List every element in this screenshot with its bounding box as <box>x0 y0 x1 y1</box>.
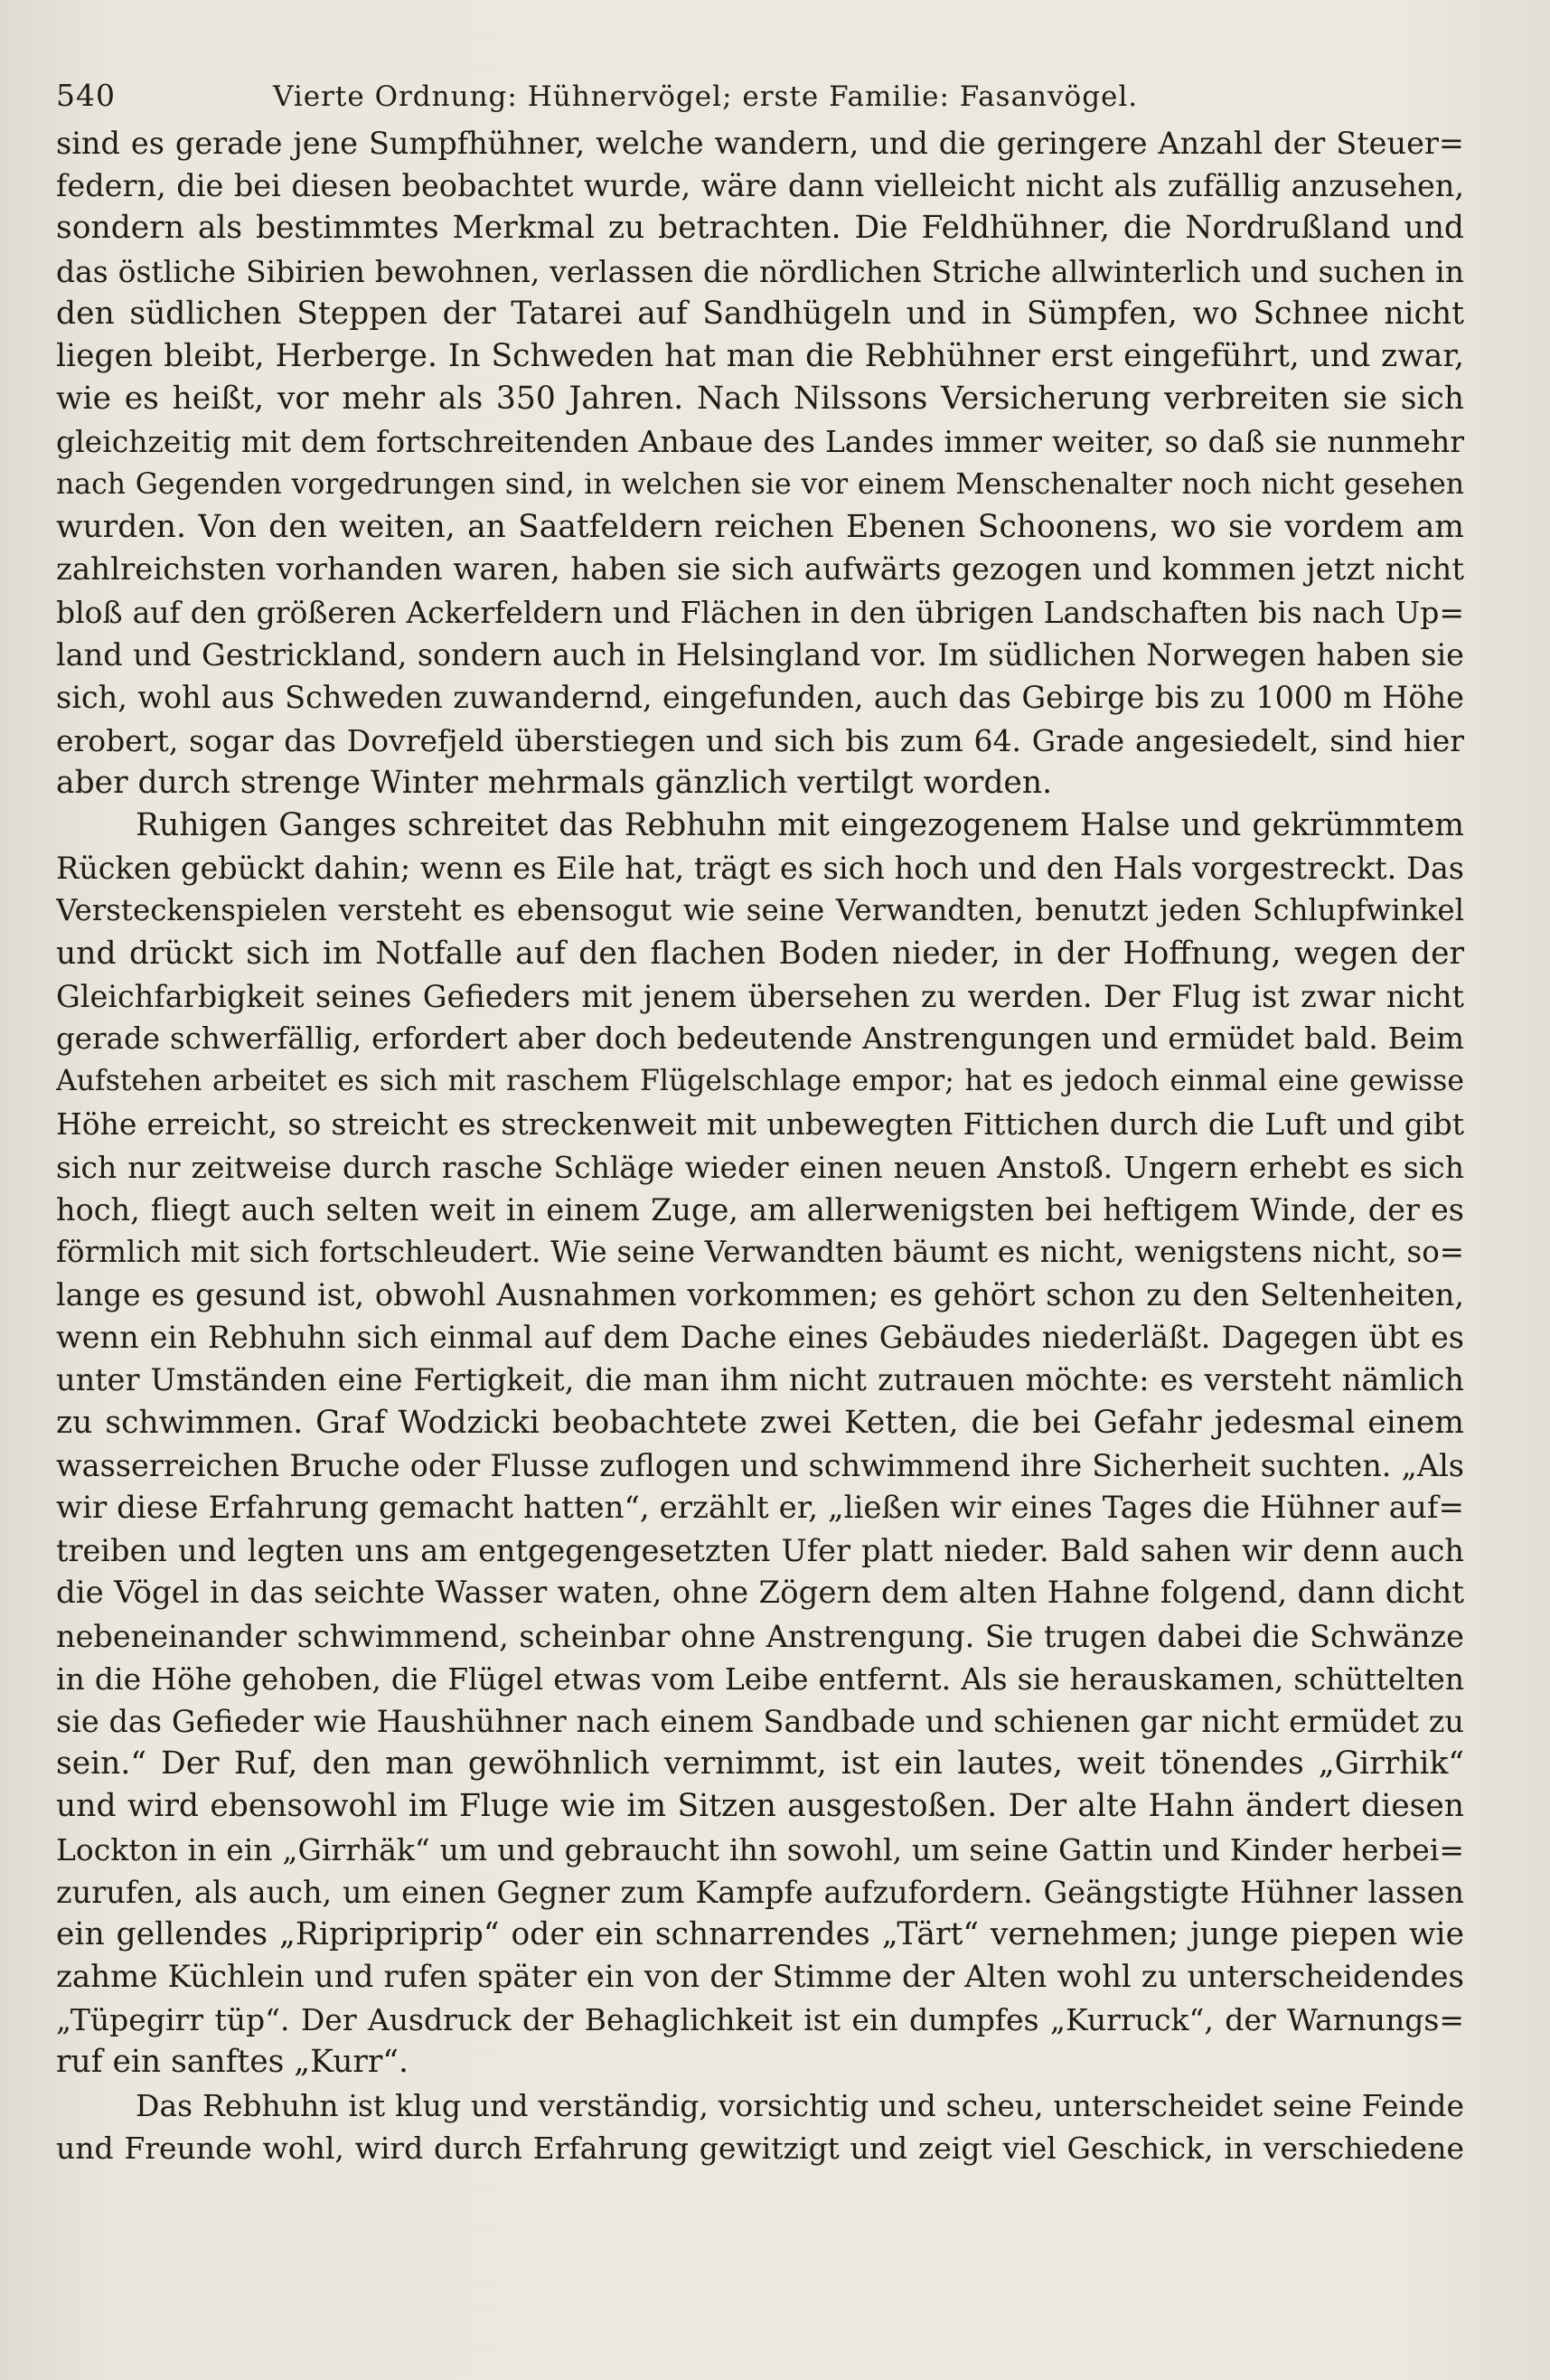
text-line: nach Gegenden vorgedrungen sind, in welchen sie vor einem Menschenalter noch nicht gesehen <box>56 467 1464 501</box>
text-line: sein.“ Der Ruf, den man gewöhnlich vernimmt, ist ein lautes, weit tönendes „Girrhik“ <box>56 1745 1464 1783</box>
text-line: gerade schwerfällig, erfordert aber doch bedeutende Anstrengungen und ermüdet bald. Beim <box>56 1021 1464 1056</box>
text-line: das östliche Sibirien bewohnen, verlassen die nördlichen Striche allwinterlich und suchen in <box>56 253 1464 289</box>
text-line: Versteckenspielen versteht es ebensogut wie seine Verwandten, benutzt jeden Schlupfwinkel <box>56 893 1464 928</box>
text-line: unter Umständen eine Fertigkeit, die man ihm nicht zutrauen möchte: es versteht nämlich <box>56 1362 1464 1398</box>
text-line: gleichzeitig mit dem fortschreitenden Anbaue des Landes immer weiter, so daß sie nunmehr <box>56 424 1464 460</box>
text-line: zurufen, als auch, um einen Gegner zum Kampfe aufzufordern. Geängstigte Hühner lassen <box>56 1874 1464 1910</box>
text-line: Das Rebhuhn ist klug und verständig, vorsichtig und scheu, unterscheidet seine Feinde <box>136 2087 1464 2123</box>
text-line: wenn ein Rebhuhn sich einmal auf dem Dache eines Gebäudes niederläßt. Dagegen übt es <box>56 1320 1464 1356</box>
text-line: Lockton in ein „Girrhäk“ um und gebraucht ihn sowohl, um seine Gattin und Kinder herbei= <box>56 1831 1464 1867</box>
text-line: wie es heißt, vor mehr als 350 Jahren. Nach Nilssons Versicherung verbreiten sie sich <box>56 381 1464 418</box>
text-line: Ruhigen Ganges schreitet das Rebhuhn mit eingezogenem Halse und gekrümmtem <box>136 807 1464 843</box>
text-line: und wird ebensowohl im Fluge wie im Sitzen ausgestoßen. Der alte Hahn ändert diesen <box>56 1788 1464 1825</box>
text-line: erobert, sogar das Dovrefjeld überstiegen und sich bis zum 64. Grade angesiedelt, sind hier <box>56 722 1464 758</box>
text-line: lange es gesund ist, obwohl Ausnahmen vorkommen; es gehört schon zu den Seltenheiten, <box>56 1277 1464 1313</box>
text-line: nebeneinander schwimmend, scheinbar ohne Anstrengung. Sie trugen dabei die Schwänze <box>56 1618 1464 1654</box>
text-line: förmlich mit sich fortschleudert. Wie seine Verwandten bäumt es nicht, wenigstens nicht, so= <box>56 1234 1464 1269</box>
text-line: ein gellendes „Ripripriprip“ oder ein schnarrendes „Tärt“ vernehmen; junge piepen wie <box>56 1915 1464 1952</box>
text-line: sind es gerade jene Sumpfhühner, welche wandern, und die geringere Anzahl der Steuer= <box>56 126 1464 161</box>
running-head <box>56 50 1464 113</box>
text-line: Höhe erreicht, so streicht es streckenweit mit unbewegten Fittichen durch die Luft und gibt <box>56 1106 1464 1143</box>
paragraph <box>56 122 1464 804</box>
text-line: sich nur zeitweise durch rasche Schläge wieder einen neuen Anstoß. Ungern erhebt es sich <box>56 1149 1464 1185</box>
text-line: wasserreichen Bruche oder Flusse zuflogen und schwimmend ihre Sicherheit suchten. „Als <box>56 1447 1464 1483</box>
paragraph <box>56 804 1464 2084</box>
text-line: wurden. Von den weiten, an Saatfeldern reichen Ebenen Schoonens, wo sie vordem am <box>56 508 1464 545</box>
text-line: zahme Küchlein und rufen später ein von der Stimme der Alten wohl zu unterscheidendes <box>56 1959 1464 1996</box>
running-title: Vierte Ordnung: Hühnervögel; erste Familie: Fasanvögel. <box>273 80 1139 113</box>
text-line: und Freunde wohl, wird durch Erfahrung gewitzigt und zeigt viel Geschick, in verschiedene <box>56 2130 1464 2166</box>
text-line: liegen bleibt, Herberge. In Schweden hat man die Rebhühner erst eingeführt, und zwar, <box>56 337 1464 374</box>
text-line: sondern als bestimmtes Merkmal zu betrachten. Die Feldhühner, die Nordrußland und <box>56 210 1464 247</box>
text-line: ruf ein sanftes „Kurr“. <box>56 2044 409 2081</box>
text-line: den südlichen Steppen der Tatarei auf Sandhügeln und in Sümpfen, wo Schnee nicht <box>56 295 1464 332</box>
text-line: federn, die bei diesen beobachtet wurde, wäre dann vielleicht nicht als zufällig anzusehen, <box>56 168 1464 204</box>
text-line: Gleichfarbigkeit seines Gefieders mit jenem übersehen zu werden. Der Flug ist zwar nicht <box>56 978 1464 1014</box>
page-number: 540 <box>56 78 116 113</box>
text-line: hoch, fliegt auch selten weit in einem Zuge, am allerwenigsten bei heftigem Winde, der es <box>56 1191 1464 1228</box>
text-line: „Tüpegirr tüp“. Der Ausdruck der Behaglichkeit ist ein dumpfes „Kurruck“, der Warnungs= <box>56 2002 1464 2038</box>
text-line: die Vögel in das seichte Wasser waten, ohne Zögern dem alten Hahne folgend, dann dicht <box>56 1575 1464 1612</box>
text-line: treiben und legten uns am entgegengesetzten Ufer platt nieder. Bald sahen wir denn auch <box>56 1533 1464 1569</box>
text-line: zu schwimmen. Graf Wodzicki beobachtete zwei Ketten, die bei Gefahr jedesmal einem <box>56 1404 1464 1441</box>
text-line: und drückt sich im Notfalle auf den flachen Boden nieder, in der Hoffnung, wegen der <box>56 935 1464 972</box>
text-line: sich, wohl aus Schweden zuwandernd, eingefunden, auch das Gebirge bis zu 1000 m Höhe <box>56 680 1464 716</box>
paragraph <box>56 2084 1464 2169</box>
text-line: aber durch strenge Winter mehrmals gänzlich vertilgt worden. <box>56 764 1053 801</box>
text-line: wir diese Erfahrung gemacht hatten“, erzählt er, „ließen wir eines Tages die Hühner auf= <box>56 1490 1464 1526</box>
body-text <box>56 122 1464 2169</box>
text-line: Aufstehen arbeitet es sich mit raschem Flügelschlage empor; hat es jedoch einmal eine gewisse <box>56 1065 1464 1098</box>
text-line: zahlreichsten vorhanden waren, haben sie sich aufwärts gezogen und kommen jetzt nicht <box>56 550 1464 588</box>
text-line: sie das Gefieder wie Haushühner nach einem Sandbade und schienen gar nicht ermüdet zu <box>56 1703 1464 1739</box>
text-line: bloß auf den größeren Ackerfeldern und Flächen in den übrigen Landschaften bis nach Up= <box>56 595 1464 631</box>
text-line: Rücken gebückt dahin; wenn es Eile hat, trägt es sich hoch und den Hals vorgestreckt. Das <box>56 851 1464 887</box>
text-line: land und Gestrickland, sondern auch in Helsingland vor. Im südlichen Norwegen haben sie <box>56 637 1464 673</box>
text-line: in die Höhe gehoben, die Flügel etwas vom Leibe entfernt. Als sie herauskamen, schüttelten <box>56 1660 1464 1697</box>
